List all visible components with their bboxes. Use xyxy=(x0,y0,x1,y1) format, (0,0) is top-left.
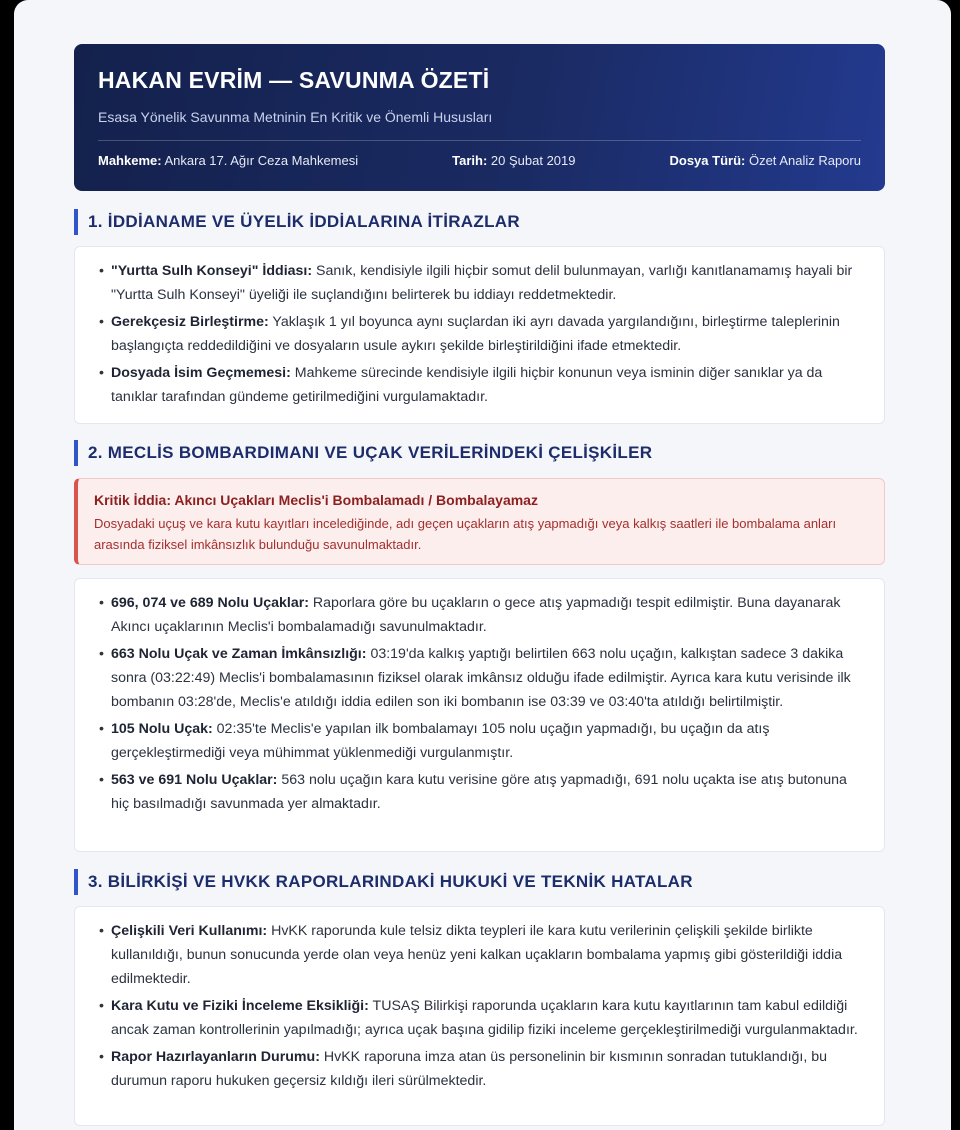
report-subtitle: Esasa Yönelik Savunma Metninin En Kritik ve Önemli Hususları xyxy=(98,109,493,125)
meta-date-label: Tarih: xyxy=(452,153,488,168)
meta-date xyxy=(452,153,575,168)
list-item xyxy=(101,919,864,991)
item-text: Mahkeme sürecinde kendisiyle ilgili hiçbir konunun veya isminin diğer sanıklar ya da tanıklar tarafından gündeme getirilmediğini vurgulamaktadır. xyxy=(111,365,823,405)
list-item xyxy=(101,994,864,1042)
item-label: Dosyada İsim Geçmemesi: xyxy=(111,365,291,381)
list-item xyxy=(101,717,864,765)
item-label: 696, 074 ve 689 Nolu Uçaklar: xyxy=(111,595,309,611)
meta-date-value: 20 Şubat 2019 xyxy=(490,153,576,168)
list-item xyxy=(101,768,864,816)
list-item xyxy=(101,591,864,639)
section-2-list xyxy=(75,579,884,816)
item-text: 563 nolu uçağın kara kutu verisine göre atış yapmadığı, 691 nolu uçakta ise atış butonuna hiç basılmadığı savunmada yer almaktadır. xyxy=(111,772,847,812)
item-label: 105 Nolu Uçak: xyxy=(111,721,213,737)
item-label: Kara Kutu ve Fiziki İnceleme Eksikliği: xyxy=(111,998,369,1014)
item-label: Gerekçesiz Birleştirme: xyxy=(111,314,269,330)
meta-court-label: Mahkeme: xyxy=(98,153,162,168)
list-item xyxy=(101,642,864,714)
item-label: Rapor Hazırlayanların Durumu: xyxy=(111,1049,320,1065)
item-text: Yaklaşık 1 yıl boyunca aynı suçlardan iki ayrı davada yargılandığını, birleştirme taleplerinin başlangıçta reddedildiğini ve dosyaların usule aykırı şekilde birleştirildiğini ifade etmektedir. xyxy=(111,314,840,354)
item-text: 03:19'da kalkış yaptığı belirtilen 663 nolu uçağın, kalkıştan sadece 3 dakika sonra (03:22:49) Meclis'i bombalamasının fiziksel olarak imkânsız olduğu ifade edilmiştir. Ayrıca kara kutu verisinde ilk bombanın 03:28'de, Meclis'e atıldığı iddia edilen son iki bombanın ise 03:39 ve 03:40'ta atıldığı belirtilmiştir. xyxy=(111,646,851,710)
meta-type-value: Özet Analiz Raporu xyxy=(748,153,861,168)
item-label: 563 ve 691 Nolu Uçaklar: xyxy=(111,772,278,788)
section-1-card xyxy=(74,246,885,424)
section-2-title: 2. MECLİS BOMBARDIMANI VE UÇAK VERİLERİNDEKİ ÇELİŞKİLER xyxy=(74,440,652,466)
section-3-title: 3. BİLİRKİŞİ VE HVKK RAPORLARINDAKİ HUKUKİ VE TEKNİK HATALAR xyxy=(74,869,693,895)
report-title: HAKAN EVRİM — SAVUNMA ÖZETİ xyxy=(98,67,490,93)
document-page xyxy=(14,0,951,1130)
item-text: HvKK raporuna imza atan üs personelinin bir kısmının sonradan tutuklandığı, bu durumun raporu hukuken geçersiz kıldığı ileri sürülmektedir. xyxy=(111,1049,828,1089)
item-label: "Yurtta Sulh Konseyi" İddiası: xyxy=(111,263,313,279)
section-3-card xyxy=(74,906,885,1126)
section-3-list xyxy=(75,907,884,1093)
alert-body: Dosyadaki uçuş ve kara kutu kayıtları incelediğinde, adı geçen uçakların atış yapmadığı veya kalkış saatleri ile bombalama anları arasında fiziksel imkânsızlık bulunduğu savunulmaktadır. xyxy=(94,516,837,552)
section-1-list xyxy=(75,247,884,409)
meta-court-value: Ankara 17. Ağır Ceza Mahkemesi xyxy=(164,153,359,168)
item-label: 663 Nolu Uçak ve Zaman İmkânsızlığı: xyxy=(111,646,367,662)
item-text: TUSAŞ Bilirkişi raporunda uçakların kara kutu kayıtlarının tam kabul edildiği ancak zaman kontrollerinin yapılmadığı; ayrıca uçak başına gidilip fiziki inceleme gerçekleştirilmediği vurgulanmaktadır. xyxy=(111,998,858,1038)
critical-claim-alert xyxy=(74,478,885,565)
list-item xyxy=(101,1045,864,1093)
meta-type xyxy=(670,153,861,168)
list-item xyxy=(101,259,864,307)
list-item xyxy=(101,361,864,409)
meta-type-label: Dosya Türü: xyxy=(669,153,746,168)
report-header xyxy=(74,44,885,191)
section-1-title: 1. İDDİANAME VE ÜYELİK İDDİALARINA İTİRAZLAR xyxy=(74,209,520,235)
item-label: Çelişkili Veri Kullanımı: xyxy=(111,923,268,939)
alert-title: Kritik İddia: Akıncı Uçakları Meclis'i Bombalamadı / Bombalayamaz xyxy=(94,492,538,508)
header-divider xyxy=(98,140,861,141)
item-text: Raporlara göre bu uçakların o gece atış yapmadığı tespit edilmiştir. Buna dayanarak Akıncı uçaklarının Meclis'i bombalamadığı savunulmaktadır. xyxy=(111,595,841,635)
meta-court xyxy=(98,153,358,168)
item-text: HvKK raporunda kule telsiz dikta teypleri ile kara kutu verilerinin çelişkili şekilde birlikte kullanıldığı, bunun sonucunda yerde olan veya henüz yeni kalkan uçakların bombalama yapmış gibi gösterildiği iddia edilmektedir. xyxy=(111,923,843,987)
section-2-card xyxy=(74,578,885,852)
list-item xyxy=(101,310,864,358)
item-text: Sanık, kendisiyle ilgili hiçbir somut delil bulunmayan, varlığı kanıtlanamamış hayali bir "Yurtta Sulh Konseyi" üyeliği ile suçlandığını belirterek bu iddiayı reddetmektedir. xyxy=(111,263,853,303)
report-meta xyxy=(98,153,861,168)
item-text: 02:35'te Meclis'e yapılan ilk bombalamayı 105 nolu uçağın yapmadığı, bu uçağın da atış gerçekleştirmediği veya mühimmat yüklenmediği vurgulanmıştır. xyxy=(111,721,770,761)
